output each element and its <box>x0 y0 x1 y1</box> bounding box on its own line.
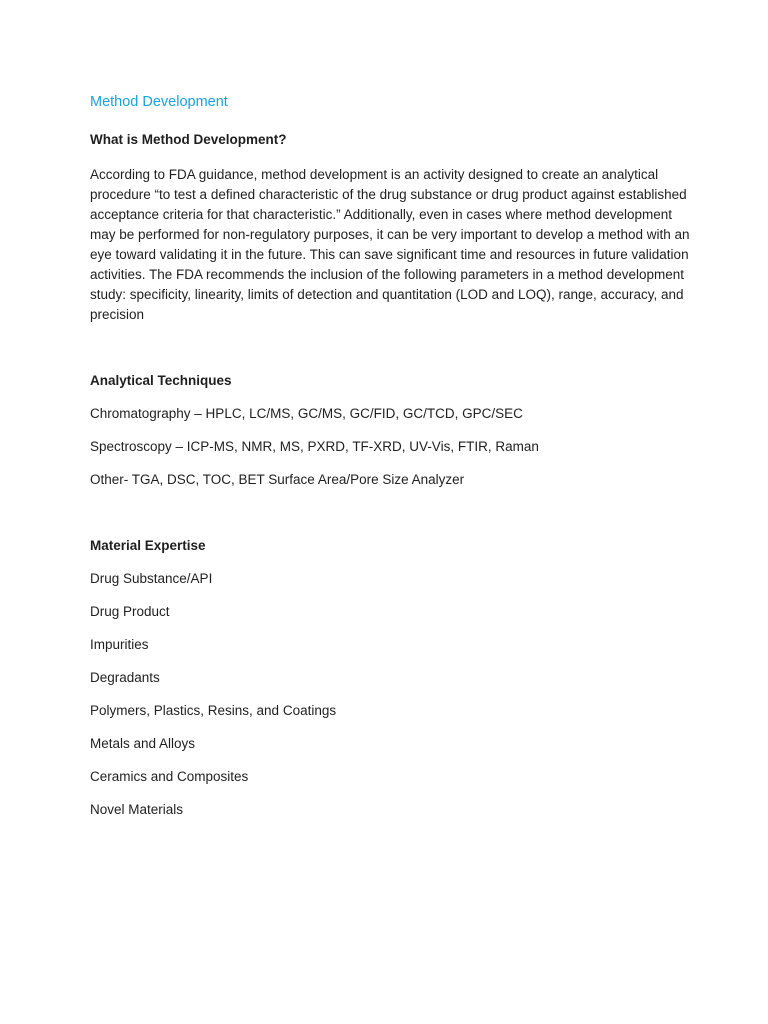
material-item: Metals and Alloys <box>90 736 196 751</box>
analytical-item-spectroscopy: Spectroscopy – ICP-MS, NMR, MS, PXRD, TF-XRD, UV-Vis, FTIR, Raman <box>90 439 539 454</box>
material-item: Drug Substance/API <box>90 571 213 586</box>
analytical-techniques-heading: Analytical Techniques <box>90 373 232 388</box>
material-item: Ceramics and Composites <box>90 769 249 784</box>
material-expertise-heading: Material Expertise <box>90 538 206 553</box>
document-page <box>90 92 690 820</box>
page-title: Method Development <box>90 94 228 110</box>
material-item: Novel Materials <box>90 802 184 817</box>
what-is-heading: What is Method Development? <box>90 132 287 147</box>
material-item: Degradants <box>90 670 160 685</box>
what-is-paragraph: According to FDA guidance, method development is an activity designed to create an analytical procedure “to test a defined characteristic of the drug substance or drug product against established acceptance criteria for that characteristic.” Additionally, even in cases where method development may be performed for non-regulatory purposes, it can be very important to develop a method with an eye toward validating it in the future. This can save significant time and resources in future validation activities. The FDA recommends the inclusion of the following parameters in a method development study: specificity, linearity, limits of detection and quantitation (LOD and LOQ), range, accuracy, and precision <box>90 167 690 322</box>
material-item: Drug Product <box>90 604 170 619</box>
material-item: Impurities <box>90 637 149 652</box>
analytical-item-chromatography: Chromatography – HPLC, LC/MS, GC/MS, GC/FID, GC/TCD, GPC/SEC <box>90 406 523 421</box>
analytical-item-other: Other- TGA, DSC, TOC, BET Surface Area/Pore Size Analyzer <box>90 472 465 487</box>
material-item: Polymers, Plastics, Resins, and Coatings <box>90 703 337 718</box>
